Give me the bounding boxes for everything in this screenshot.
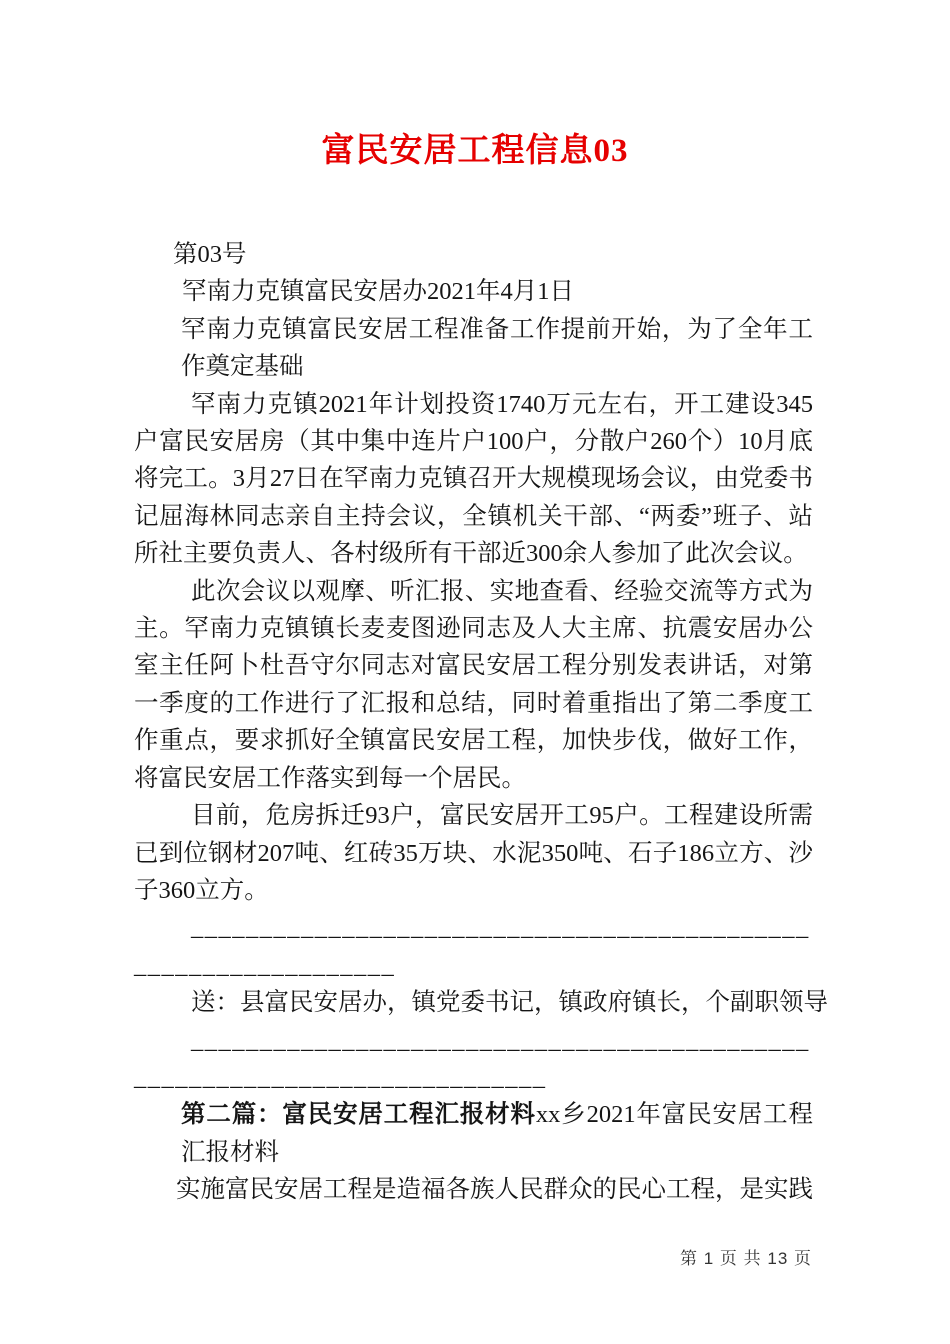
page-footer: [680, 1244, 812, 1269]
document-body: [134, 236, 828, 1209]
paragraph-issuer-date: 罕南力克镇富民安居办2021年4月1日: [182, 278, 574, 306]
separator-underscore-line-1: ________________________________________________________________: [134, 914, 810, 979]
paragraph-doc-number: 第03号: [173, 241, 247, 268]
page-number-label: 第 1 页 共 13 页: [680, 1249, 812, 1268]
paragraph-part2-heading: [134, 1096, 813, 1171]
paragraph-body-3: 目前，危房拆迁93户，富民安居开工95户。工程建设所需已到位钢材207吨、红砖35万块、水泥350吨、石子186立方、沙子360立方。: [134, 802, 813, 904]
part2-heading-bold-text: 第二篇：富民安居工程汇报材料: [181, 1101, 536, 1129]
page-title: 富民安居工程信息03: [321, 133, 629, 169]
paragraph-body-1: 罕南力克镇2021年计划投资1740万元左右，开工建设345户富民安居房（其中集中连片户100户，分散户260个）10月底将完工。3月27日在罕南力克镇召开大规模现场会议，由党委书记屈海林同志亲自主持会议，全镇机关干部、“两委”班子、站所社主要负责人、各村级所有干部近300余人参加了此次会议。: [134, 390, 813, 568]
separator-underscore-line-2: ___________________________________________________________________________: [134, 1026, 810, 1091]
part2-heading-regular-text: xx乡2021年富民安居工程汇报材料: [181, 1101, 814, 1166]
paragraph-subtitle: 罕南力克镇富民安居工程准备工作提前开始，为了全年工作奠定基础: [181, 315, 813, 381]
paragraph-part2-intro: 实施富民安居工程是造福各族人民群众的民心工程，是实践: [176, 1176, 813, 1204]
paragraph-body-2: 此次会议以观摩、听汇报、实地查看、经验交流等方式为主。罕南力克镇镇长麦麦图逊同志及人大主席、抗震安居办公室主任阿卜杜吾守尔同志对富民安居工程分别发表讲话，对第一季度的工作进行了汇报和总结，同时着重指出了第二季度工作重点，要求抓好全镇富民安居工程，加快步伐，做好工作，将富民安居工作落实到每一个居民。: [134, 577, 813, 792]
paragraph-distribution-list: 送：县富民安居办，镇党委书记，镇政府镇长，个副职领导: [191, 989, 828, 1017]
